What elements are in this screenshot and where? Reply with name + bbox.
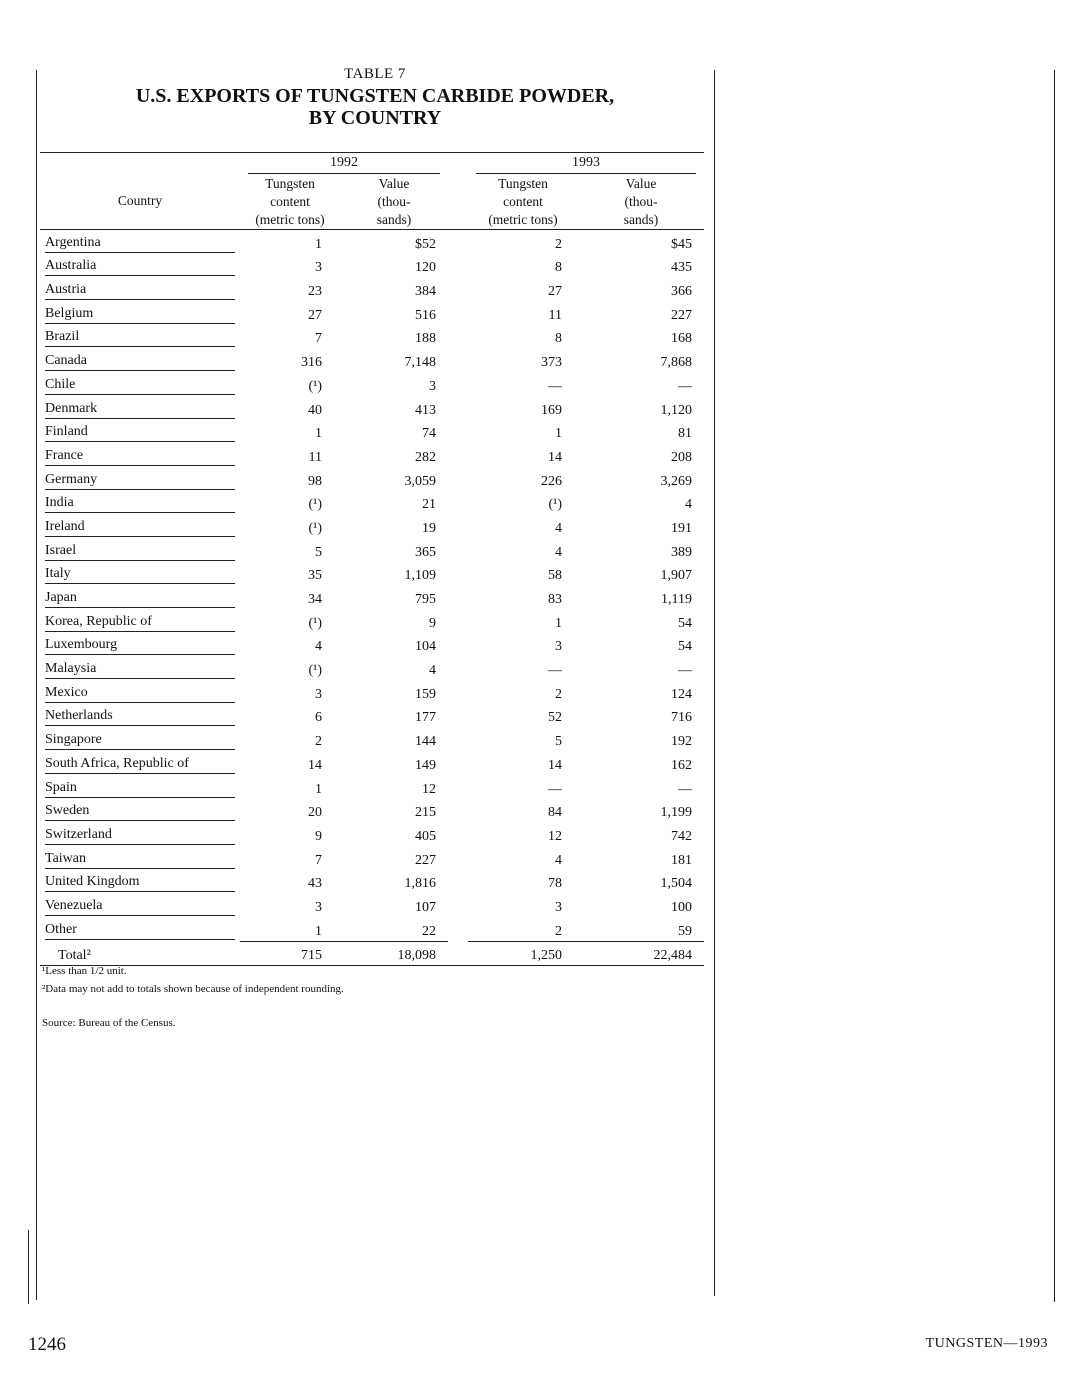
country-cell: France <box>45 448 235 466</box>
tungsten-1992-cell: 1 <box>315 923 322 939</box>
value-1993-cell: 716 <box>671 710 692 726</box>
table-row <box>40 396 704 420</box>
footnote-1: ¹Less than 1/2 unit. <box>42 965 127 977</box>
value-1993-cell: 191 <box>671 520 692 536</box>
tungsten-1993-cell: 3 <box>555 639 562 655</box>
tungsten-1993-cell: 78 <box>548 876 562 892</box>
tungsten-1993-cell: 11 <box>548 307 562 323</box>
tungsten-1992-cell: (¹) <box>308 663 322 679</box>
value-1993-cell: 1,907 <box>660 568 692 584</box>
value-1993-cell: 435 <box>671 260 692 276</box>
table-row <box>40 680 704 704</box>
tungsten-1992-cell: 316 <box>301 355 322 371</box>
value-1992-cell: 413 <box>415 402 436 418</box>
tungsten-1992-cell: 20 <box>308 805 322 821</box>
tungsten-1992-cell: (¹) <box>308 520 322 536</box>
country-cell: Italy <box>45 566 235 584</box>
tungsten-1993-cell: 226 <box>541 473 562 489</box>
value-1993-cell: 4 <box>685 497 692 513</box>
total-tungsten-1992: 715 <box>240 941 340 966</box>
tungsten-1992-cell: 3 <box>315 260 322 276</box>
tungsten-1993-cell: 2 <box>555 923 562 939</box>
value-1992-cell: 9 <box>429 615 436 631</box>
total-label: Total² <box>40 941 240 966</box>
running-head: TUNGSTEN—1993 <box>925 1336 1048 1351</box>
value-1992-cell: 405 <box>415 828 436 844</box>
tungsten-1993-cell: — <box>548 781 562 797</box>
value-1992-cell: 384 <box>415 284 436 300</box>
left-page-rule <box>36 70 37 1300</box>
value-1993-cell: 124 <box>671 686 692 702</box>
tungsten-1992-cell: 1 <box>315 426 322 442</box>
tungsten-1992-cell: 3 <box>315 686 322 702</box>
tungsten-1992-cell: 34 <box>308 592 322 607</box>
country-cell: Luxembourg <box>45 637 235 655</box>
table-row <box>40 348 704 372</box>
value-1993-cell: — <box>678 781 692 797</box>
country-cell: Malaysia <box>45 661 235 679</box>
value-1992-cell: 144 <box>415 734 436 750</box>
value-1993-cell: 181 <box>671 852 692 868</box>
value-1993-cell: 742 <box>671 828 692 844</box>
table-row <box>40 420 704 444</box>
tungsten-1993-cell: 3 <box>555 899 562 915</box>
value-1992-cell: 282 <box>415 449 436 465</box>
country-cell: Israel <box>45 543 235 561</box>
year-header-1993: 1993 <box>476 155 696 174</box>
value-1992-cell: 365 <box>415 544 436 560</box>
tungsten-1992-cell: 3 <box>315 899 322 915</box>
value-1992-cell: 159 <box>415 686 436 702</box>
value-1992-cell: 7,148 <box>404 355 436 371</box>
value-1993-cell: 168 <box>671 331 692 347</box>
value-header-1992: Value (thou-sands) <box>340 175 448 230</box>
source-note: Source: Bureau of the Census. <box>42 1017 176 1029</box>
table-row <box>40 893 704 917</box>
table-row <box>40 467 704 491</box>
tungsten-1993-cell: 52 <box>548 710 562 726</box>
tungsten-1993-cell: — <box>548 663 562 679</box>
country-cell: Singapore <box>45 732 235 750</box>
value-1993-cell: $45 <box>671 236 692 252</box>
tungsten-1992-cell: (¹) <box>308 497 322 513</box>
value-1992-cell: 19 <box>422 520 436 536</box>
tungsten-1992-cell: 6 <box>315 710 322 726</box>
tungsten-1993-cell: 14 <box>548 449 562 465</box>
value-1993-cell: 227 <box>671 307 692 323</box>
tungsten-1993-cell: 84 <box>548 805 562 821</box>
tungsten-1992-cell: 40 <box>308 402 322 418</box>
tungsten-content-header-1993: Tungsten content (metric tons) <box>468 175 578 230</box>
table-row <box>40 775 704 799</box>
country-cell: Other <box>45 922 235 940</box>
tungsten-1993-cell: 2 <box>555 236 562 252</box>
country-cell: Argentina <box>45 235 235 253</box>
tungsten-1992-cell: 1 <box>315 781 322 797</box>
country-cell: India <box>45 495 235 513</box>
value-1992-cell: 4 <box>429 663 436 679</box>
tungsten-1992-cell: 11 <box>308 449 322 465</box>
tungsten-1992-cell: (¹) <box>308 615 322 631</box>
value-1993-cell: 208 <box>671 449 692 465</box>
table-row <box>40 727 704 751</box>
value-1992-cell: 188 <box>415 331 436 347</box>
table-row <box>40 443 704 467</box>
country-cell: Japan <box>45 590 235 608</box>
value-1992-cell: 12 <box>422 781 436 797</box>
value-1992-cell: 795 <box>415 592 436 607</box>
value-1992-cell: 3 <box>429 378 436 394</box>
value-1992-cell: 516 <box>415 307 436 323</box>
country-cell: Netherlands <box>45 708 235 726</box>
table-row <box>40 704 704 728</box>
tungsten-1992-cell: 14 <box>308 757 322 773</box>
value-1992-cell: 104 <box>415 639 436 655</box>
tungsten-1993-cell: 27 <box>548 284 562 300</box>
table-row <box>40 917 704 941</box>
tungsten-1993-cell: 8 <box>555 331 562 347</box>
value-1993-cell: 81 <box>678 426 692 442</box>
value-1993-cell: 192 <box>671 734 692 750</box>
tungsten-1993-cell: 2 <box>555 686 562 702</box>
tungsten-1992-cell: 98 <box>308 473 322 489</box>
tungsten-1992-cell: 4 <box>315 639 322 655</box>
country-cell: Belgium <box>45 306 235 324</box>
value-1993-cell: 389 <box>671 544 692 560</box>
tungsten-1992-cell: 9 <box>315 828 322 844</box>
table-title: U.S. EXPORTS OF TUNGSTEN CARBIDE POWDER, BY COUNTRY <box>135 85 615 129</box>
value-1993-cell: 1,120 <box>660 402 692 418</box>
tungsten-1992-cell: 5 <box>315 544 322 560</box>
value-1992-cell: 107 <box>415 899 436 915</box>
country-cell: Austria <box>45 282 235 300</box>
table-row <box>40 846 704 870</box>
tungsten-1993-cell: 12 <box>548 828 562 844</box>
country-cell: United Kingdom <box>45 874 235 892</box>
value-1993-cell: 1,504 <box>660 876 692 892</box>
table-row <box>40 254 704 278</box>
table-row <box>40 609 704 633</box>
value-1992-cell: 149 <box>415 757 436 773</box>
value-1992-cell: 1,816 <box>404 876 436 892</box>
table-row <box>40 538 704 562</box>
tungsten-1993-cell: 5 <box>555 734 562 750</box>
country-cell: Finland <box>45 424 235 442</box>
tungsten-content-header-1992: Tungsten content (metric tons) <box>240 175 340 230</box>
total-value-1992: 18,098 <box>340 941 448 966</box>
tungsten-1993-cell: 14 <box>548 757 562 773</box>
table-row <box>40 799 704 823</box>
tungsten-1992-cell: 7 <box>315 852 322 868</box>
value-1993-cell: 54 <box>678 639 692 655</box>
country-cell: Brazil <box>45 329 235 347</box>
table-row <box>40 514 704 538</box>
tungsten-1993-cell: 58 <box>548 568 562 584</box>
tungsten-1992-cell: 27 <box>308 307 322 323</box>
tungsten-1992-cell: (¹) <box>308 378 322 394</box>
country-cell: Sweden <box>45 803 235 821</box>
table-row <box>40 372 704 396</box>
value-1992-cell: 74 <box>422 426 436 442</box>
table-row <box>40 562 704 586</box>
value-1993-cell: 1,119 <box>661 592 692 607</box>
value-1992-cell: 22 <box>422 923 436 939</box>
value-1992-cell: 3,059 <box>404 473 436 489</box>
value-1993-cell: 7,868 <box>660 355 692 371</box>
tungsten-1993-cell: 373 <box>541 355 562 371</box>
tungsten-1993-cell: — <box>548 378 562 394</box>
tungsten-1992-cell: 43 <box>308 876 322 892</box>
table-row <box>40 585 704 609</box>
value-1993-cell: 3,269 <box>660 473 692 489</box>
tungsten-1992-cell: 2 <box>315 734 322 750</box>
table-footnotes <box>42 962 344 1032</box>
total-tungsten-1993: 1,250 <box>468 941 578 966</box>
value-1993-cell: 366 <box>671 284 692 300</box>
value-header-1993: Value (thou-sands) <box>578 175 704 230</box>
country-cell: Venezuela <box>45 898 235 916</box>
value-1992-cell: 215 <box>415 805 436 821</box>
value-1992-cell: 21 <box>422 497 436 513</box>
country-cell: Ireland <box>45 519 235 537</box>
tungsten-1992-cell: 1 <box>315 236 322 252</box>
table-row <box>40 633 704 657</box>
tungsten-1993-cell: 1 <box>555 426 562 442</box>
footnote-2: ²Data may not add to totals shown because of independent rounding. <box>42 983 344 995</box>
tungsten-1993-cell: 4 <box>555 852 562 868</box>
country-column-header: Country <box>40 175 240 230</box>
value-1992-cell: 227 <box>415 852 436 868</box>
tungsten-1993-cell: 8 <box>555 260 562 276</box>
table-row <box>40 822 704 846</box>
tungsten-1992-cell: 7 <box>315 331 322 347</box>
table-title-block <box>40 66 710 129</box>
table-row <box>40 230 704 254</box>
country-cell: Spain <box>45 780 235 798</box>
country-cell: Switzerland <box>45 827 235 845</box>
tungsten-1993-cell: 4 <box>555 544 562 560</box>
tungsten-1993-cell: 83 <box>548 592 562 607</box>
table-row <box>40 656 704 680</box>
tungsten-1992-cell: 23 <box>308 284 322 300</box>
tungsten-1992-cell: 35 <box>308 568 322 584</box>
country-cell: Germany <box>45 472 235 490</box>
table-number: TABLE 7 <box>344 66 406 82</box>
table-row <box>40 325 704 349</box>
value-1992-cell: 1,109 <box>404 568 436 584</box>
country-cell: Denmark <box>45 401 235 419</box>
country-cell: Korea, Republic of <box>45 614 235 632</box>
tungsten-1993-cell: 1 <box>555 615 562 631</box>
value-1993-cell: 100 <box>671 899 692 915</box>
country-cell: South Africa, Republic of <box>45 756 235 774</box>
value-1993-cell: — <box>678 378 692 394</box>
center-column-rule <box>714 70 715 1296</box>
page-number: 1246 <box>28 1334 66 1355</box>
table-row <box>40 277 704 301</box>
value-1992-cell: 177 <box>415 710 436 726</box>
table-row <box>40 491 704 515</box>
tungsten-1993-cell: 4 <box>555 520 562 536</box>
exports-table <box>40 152 704 966</box>
tungsten-1993-cell: (¹) <box>548 497 562 513</box>
tungsten-1993-cell: 169 <box>541 402 562 418</box>
country-cell: Australia <box>45 258 235 276</box>
right-page-rule <box>1054 70 1055 1302</box>
value-1993-cell: — <box>678 663 692 679</box>
country-cell: Taiwan <box>45 851 235 869</box>
total-value-1993: 22,484 <box>578 941 704 966</box>
country-cell: Mexico <box>45 685 235 703</box>
country-cell: Chile <box>45 377 235 395</box>
country-cell: Canada <box>45 353 235 371</box>
table-row <box>40 301 704 325</box>
left-page-rule-lower <box>28 1230 29 1304</box>
table-row <box>40 870 704 894</box>
value-1992-cell: $52 <box>415 236 436 252</box>
year-header-1992: 1992 <box>248 155 440 174</box>
value-1992-cell: 120 <box>415 260 436 276</box>
value-1993-cell: 1,199 <box>660 805 692 821</box>
value-1993-cell: 54 <box>678 615 692 631</box>
value-1993-cell: 59 <box>678 923 692 939</box>
table-row <box>40 751 704 775</box>
value-1993-cell: 162 <box>671 757 692 773</box>
